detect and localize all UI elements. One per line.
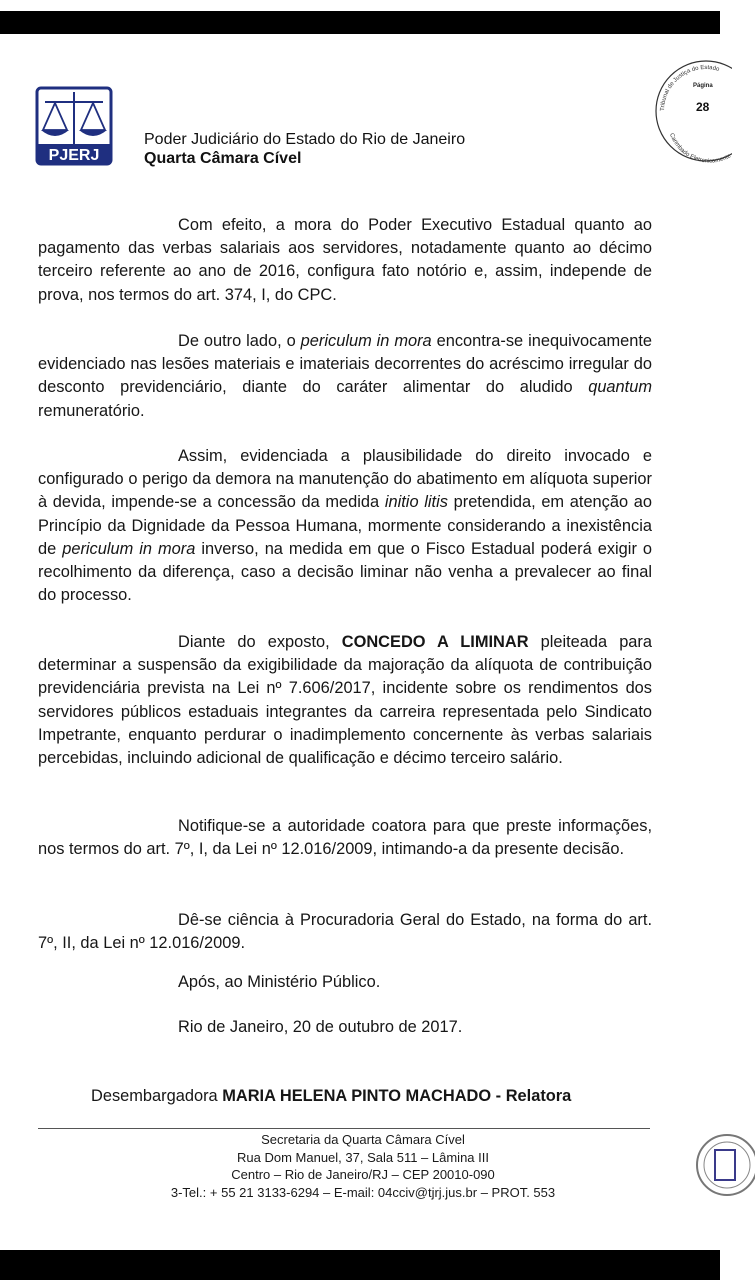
- date-line: Rio de Janeiro, 20 de outubro de 2017.: [178, 1018, 463, 1036]
- stamp-arc-top-text: Tribunal de Justiça do Estado: [659, 64, 720, 112]
- footer-contact: 3-Tel.: + 55 21 3133-6294 – E-mail: 04cciv@tjrj.jus.br – PROT. 553: [170, 1184, 556, 1200]
- signature-title: Desembargadora: [91, 1087, 223, 1105]
- paragraph-mora: [38, 214, 652, 307]
- svg-text:Carimbado Eletronicamente: [668, 132, 732, 164]
- footer-address: Rua Dom Manuel, 37, Sala 511 – Lâmina III: [237, 1149, 489, 1165]
- bottom-black-bar: [0, 1250, 720, 1280]
- stamp-page-number: 28: [696, 100, 710, 114]
- decision-bold-text: CONCEDO A LIMINAR: [341, 633, 529, 651]
- italic-term: periculum in mora: [300, 332, 432, 350]
- footer-secretaria: Secretaria da Quarta Câmara Cível: [261, 1132, 465, 1147]
- paragraph-periculum: [38, 330, 652, 423]
- electronic-page-stamp-icon: [652, 56, 732, 166]
- footer-city: Centro – Rio de Janeiro/RJ – CEP 20010-090: [231, 1167, 495, 1182]
- stamp-page-label: Página: [693, 83, 713, 89]
- italic-term: initio litis: [384, 493, 448, 512]
- paragraph-text: Notifique-se a autoridade coatora para que preste informações, nos termos do art. 7º, I, da Lei nº 12.016/2009, intimando-a da presente decisão.: [38, 817, 652, 859]
- text-run: encontra-se inequivocamente evidenciado nas lesões materiais e imateriais decorrentes do acréscimo irregular do desconto previdenciário, diante do caráter alimentar do aludido: [38, 332, 652, 397]
- signature-line: [91, 1087, 571, 1106]
- document-header: [144, 130, 465, 168]
- text-run: remuneratório.: [38, 401, 145, 420]
- paragraph-ministerio: Após, ao Ministério Público.: [178, 973, 381, 991]
- text-run: pleiteada para determinar a suspensão da exigibilidade da majoração da alíquota de contribuição previdenciária prevista na Lei nº 7.606/2017, incidente sobre os rendimentos dos servidores públicos estaduais integrantes da carreira representada pelo Sindicato Impetrante, enquanto perdurar o inadimplemento concernente às verbas salariais percebidas, incluindo adicional de qualificação e décimo terceiro salário.: [38, 633, 652, 768]
- paragraph-text: Com efeito, a mora do Poder Executivo Estadual quanto ao pagamento das verbas salariais aos servidores, notadamente quanto ao décimo terceiro referente ao ano de 2016, configura fato notório e, assim, independe de prova, nos termos do art. 374, I, do CPC.: [38, 216, 652, 304]
- text-run: inverso, na medida em que o Fisco Estadual poderá exigir o recolhimento da diferença, caso a decisão liminar não venha a prevalecer ao final do processo.: [38, 539, 652, 605]
- text-run: Assim, evidenciada a plausibilidade do direito invocado e configurado o perigo da demora na manutenção do abatimento em alíquota superior à devida, impende-se a concessão da medida: [38, 447, 652, 512]
- pjerj-scales-logo-icon: [35, 86, 113, 166]
- footer-divider: [38, 1128, 650, 1129]
- italic-term: quantum: [588, 378, 652, 397]
- paragraph-text: Dê-se ciência à Procuradoria Geral do Estado, na forma do art. 7º, II, da Lei nº 12.016/2009.: [38, 911, 652, 953]
- italic-term: periculum in mora: [62, 539, 196, 558]
- document-footer: [38, 1131, 688, 1201]
- paragraph-decision: [38, 631, 652, 770]
- header-court-name: Poder Judiciário do Estado do Rio de Janeiro: [144, 131, 466, 148]
- stamp-arc-bottom-text: Carimbado Eletronicamente: [668, 132, 732, 165]
- digital-signature-seal-icon: [695, 1130, 755, 1200]
- paragraph-notifique: [38, 815, 652, 861]
- signature-name: MARIA HELENA PINTO MACHADO - Relatora: [222, 1087, 572, 1105]
- top-black-bar: [0, 11, 720, 34]
- text-run: De outro lado, o: [178, 332, 301, 350]
- paragraph-ciencia: [38, 909, 652, 955]
- header-chamber-name: Quarta Câmara Cível: [144, 150, 302, 167]
- text-run: pretendida, em atenção ao Princípio da Dignidade da Pessoa Humana, mormente considerando a inexistência de: [38, 493, 653, 558]
- paragraph-plausibilidade: [38, 445, 652, 607]
- text-run: Diante do exposto,: [178, 633, 342, 651]
- logo-text: PJERJ: [48, 147, 100, 164]
